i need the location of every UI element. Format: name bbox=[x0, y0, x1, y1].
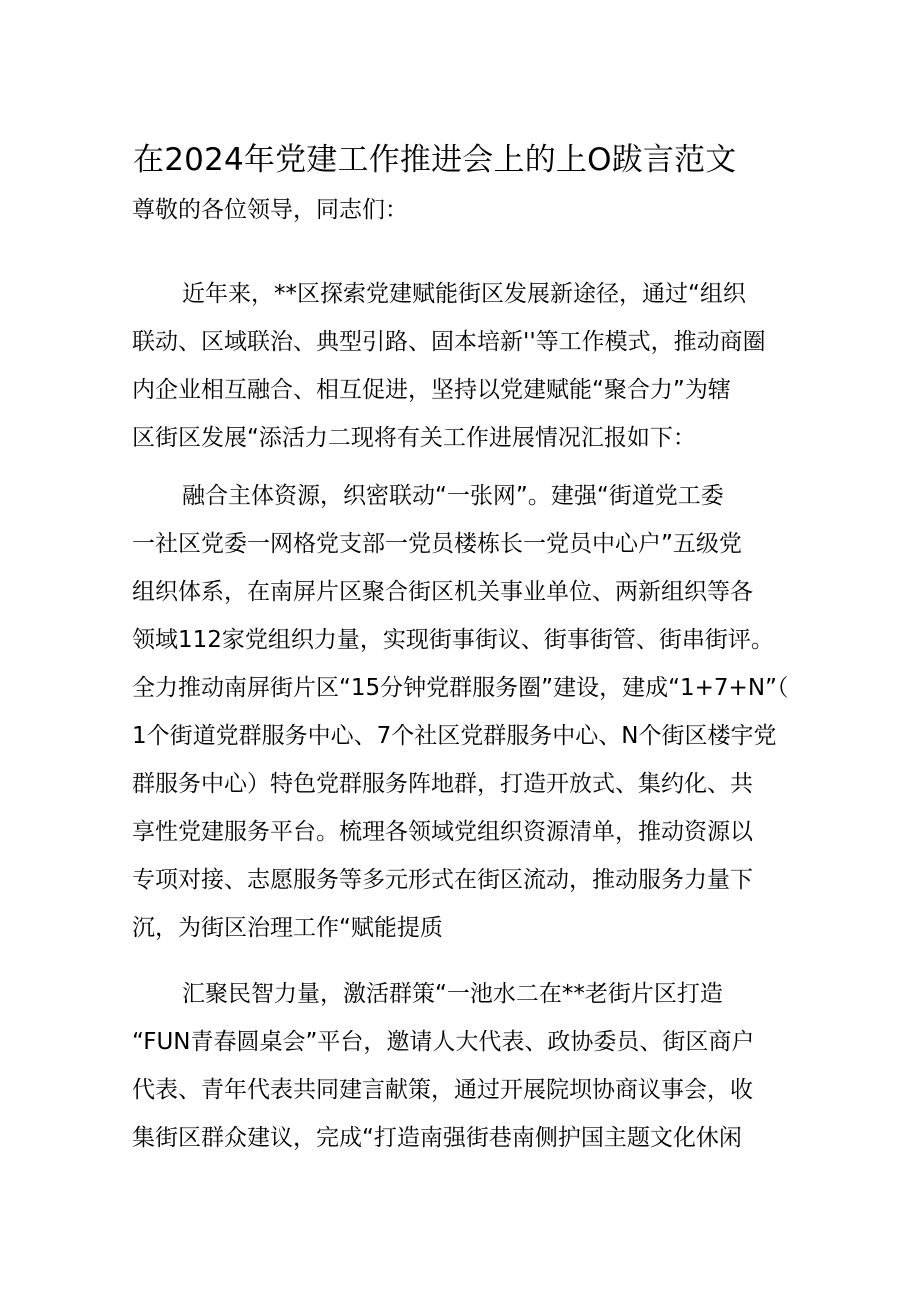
paragraph-line: 沉，为街区治理工作“赋能提质 bbox=[132, 915, 443, 941]
paragraph-line: 全力推动南屏街片区“15分钟党群服务圈”建设，建成“1+7+N”（ bbox=[132, 675, 789, 701]
paragraph-line: 一社区党委一网格党支部一党员楼栋长一党员中心户”五级党 bbox=[132, 531, 742, 557]
paragraph-line: 汇聚民智力量，激活群策“一池水二在**老街片区打造 bbox=[182, 981, 723, 1007]
paragraph-line: 享性党建服务平台。梳理各领域党组织资源清单，推动资源以 bbox=[132, 819, 753, 845]
paragraph-line: 代表、青年代表共同建言献策，通过开展院坝协商议事会，收 bbox=[132, 1077, 753, 1103]
paragraph-line: 组织体系，在南屏片区聚合街区机关事业单位、两新组织等各 bbox=[132, 579, 753, 605]
document-title: 在2024年党建工作推进会上的上O跋言范文 bbox=[133, 142, 737, 178]
paragraph-line: 内企业相互融合、相互促进，坚持以党建赋能“聚合力”为辖 bbox=[132, 377, 731, 403]
paragraph-line: 联动、区域联治、典型引路、固本培新''等工作模式，推动商圈 bbox=[132, 329, 766, 355]
paragraph-line: 1个街道党群服务中心、7个社区党群服务中心、N个街区楼宇党 bbox=[132, 723, 777, 749]
paragraph-line: 集街区群众建议，完成“打造南强街巷南侧护国主题文化休闲 bbox=[132, 1125, 742, 1151]
paragraph-line: 融合主体资源，织密联动“一张网”。建强“街道党工委 bbox=[182, 483, 724, 509]
paragraph-line: 领域112家党组织力量，实现街事街议、街事街管、街串街评。 bbox=[132, 627, 774, 653]
paragraph-line: 群服务中心）特色党群服务阵地群，打造开放式、集约化、共 bbox=[132, 771, 753, 797]
paragraph-line: 近年来，**区探索党建赋能街区发展新途径，通过“组织 bbox=[182, 281, 746, 307]
salutation: 尊敬的各位领导，同志们： bbox=[132, 197, 408, 223]
paragraph-line: “FUN青春圆桌会”平台，邀请人大代表、政协委员、街区商户 bbox=[132, 1029, 755, 1055]
paragraph-line: 专项对接、志愿服务等多元形式在街区流动，推动服务力量下 bbox=[132, 867, 753, 893]
paragraph-line: 区街区发展“添活力二现将有关工作进展情况汇报如下： bbox=[132, 425, 696, 451]
